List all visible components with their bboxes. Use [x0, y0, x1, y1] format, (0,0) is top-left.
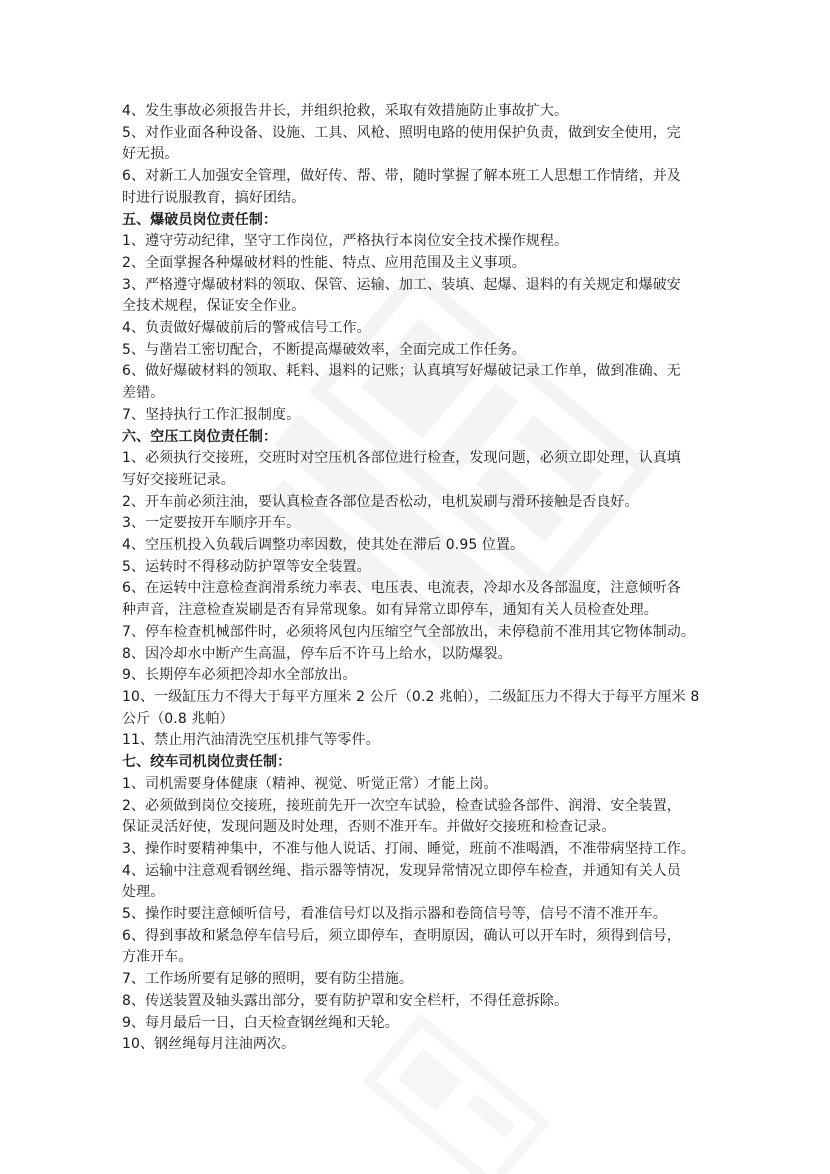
text-line: 种声音，注意检查炭刷是否有异常现象。如有异常立即停车，通知有关人员检查处理。	[122, 602, 658, 619]
text-line: 10、钢丝绳每月注油两次。	[122, 1036, 296, 1053]
text-line: 好无损。	[122, 146, 179, 163]
text-line: 4、空压机投入负载后调整功率因数，使其处在滞后 0.95 位置。	[122, 537, 525, 554]
text-line: 全技术规程，保证安全作业。	[122, 298, 306, 315]
text-line: 10、一级缸压力不得大于每平方厘米 2 公斤（0.2 兆帕），二级缸压力不得大于每平方厘米 8	[122, 688, 700, 705]
text-line: 8、传送装置及轴头露出部分，要有防护罩和安全栏杆，不得任意拆除。	[122, 992, 569, 1009]
text-line: 6、对新工人加强安全管理，做好传、帮、带，随时掌握了解本班工人思想工作情绪，并及	[122, 168, 681, 185]
text-line: 写好交接班记录。	[122, 471, 235, 488]
text-line: 时进行说服教育，搞好团结。	[122, 189, 306, 206]
text-line: 2、必须做到岗位交接班，接班前先开一次空车试验，检查试验各部件、润滑、安全装置，	[122, 797, 681, 814]
text-line: 差错。	[122, 385, 165, 402]
text-line: 8、因冷却水中断产生高温，停车后不许马上给水，以防爆裂。	[122, 645, 512, 662]
text-line: 4、发生事故必须报告井长，并组织抢救，采取有效措施防止事故扩大。	[122, 103, 569, 119]
text-line: 4、运输中注意观看钢丝绳、指示器等情况，发现异常情况立即停车检查，并通知有关人员	[122, 862, 681, 879]
text-line: 5、操作时要注意倾听信号，看准信号灯以及指示器和卷筒信号等，信号不清不准开车。	[122, 906, 667, 923]
text-line: 6、得到事故和紧急停车信号后，须立即停车，查明原因，确认可以开车时，须得到信号，	[122, 927, 681, 944]
text-line: 3、严格遵守爆破材料的领取、保管、运输、加工、装填、起爆、退料的有关规定和爆破安	[122, 276, 681, 293]
text-line: 6、做好爆破材料的领取、耗料、退料的记账；认真填写好爆破记录工作单，做到准确、无	[122, 363, 681, 380]
text-line: 9、长期停车必须把冷却水全部放出。	[122, 667, 357, 684]
section-heading: 五、爆破员岗位责任制：	[122, 211, 278, 228]
text-line: 方准开车。	[122, 949, 193, 966]
text-line: 公斤（0.8 兆帕）	[122, 710, 234, 727]
text-line: 1、遵守劳动纪律，坚守工作岗位，严格执行本岗位安全技术操作规程。	[122, 233, 569, 250]
text-line: 2、开车前必须注油，要认真检查各部位是否松动，电机炭刷与滑环接触是否良好。	[122, 493, 639, 510]
text-line: 3、操作时要精神集中，不准与他人说话、打闹、睡觉，班前不准喝酒，不准带病坚持工作。	[122, 840, 696, 857]
text-line: 5、与凿岩工密切配合，不断提高爆破效率，全面完成工作任务。	[122, 341, 526, 358]
text-line: 1、司机需要身体健康（精神、视觉、听觉正常）才能上岗。	[122, 775, 498, 792]
text-line: 7、停车检查机械部件时，必须将风包内压缩空气全部放出，未停稳前不准用其它物体制动。	[122, 623, 696, 640]
text-line: 7、坚持执行工作汇报制度。	[122, 406, 301, 423]
text-line: 3、一定要按开车顺序开车。	[122, 515, 301, 532]
text-line: 7、工作场所要有足够的照明，要有防尘措施。	[122, 971, 414, 988]
text-line: 保证灵活好使，发现问题及时处理，否则不准开车。并做好交接班和检查记录。	[122, 819, 616, 836]
text-line: 5、运转时不得移动防护罩等安全装置。	[122, 558, 371, 575]
text-line: 5、对作业面各种设备、设施、工具、风枪、照明电路的使用保护负责，做到安全使用，完	[122, 124, 681, 141]
text-line: 4、负责做好爆破前后的警戒信号工作。	[122, 320, 371, 337]
text-line: 1、必须执行交接班，交班时对空压机各部位进行检查，发现问题，必须立即处理，认真填	[122, 450, 681, 467]
text-line: 处理。	[122, 884, 165, 901]
text-line: 11、禁止用汽油清洗空压机排气等零件。	[122, 732, 380, 749]
section-heading: 六、空压工岗位责任制：	[122, 428, 278, 445]
section-heading: 七、绞车司机岗位责任制：	[122, 754, 292, 771]
text-line: 2、全面掌握各种爆破材料的性能、特点、应用范围及主义事项。	[122, 254, 526, 271]
document-body	[122, 101, 714, 1056]
text-line: 9、每月最后一日，白天检查钢丝绳和天轮。	[122, 1014, 399, 1031]
text-line: 6、在运转中注意检查润滑系统力率表、电压表、电流表，冷却水及各部温度，注意倾听各	[122, 580, 681, 597]
